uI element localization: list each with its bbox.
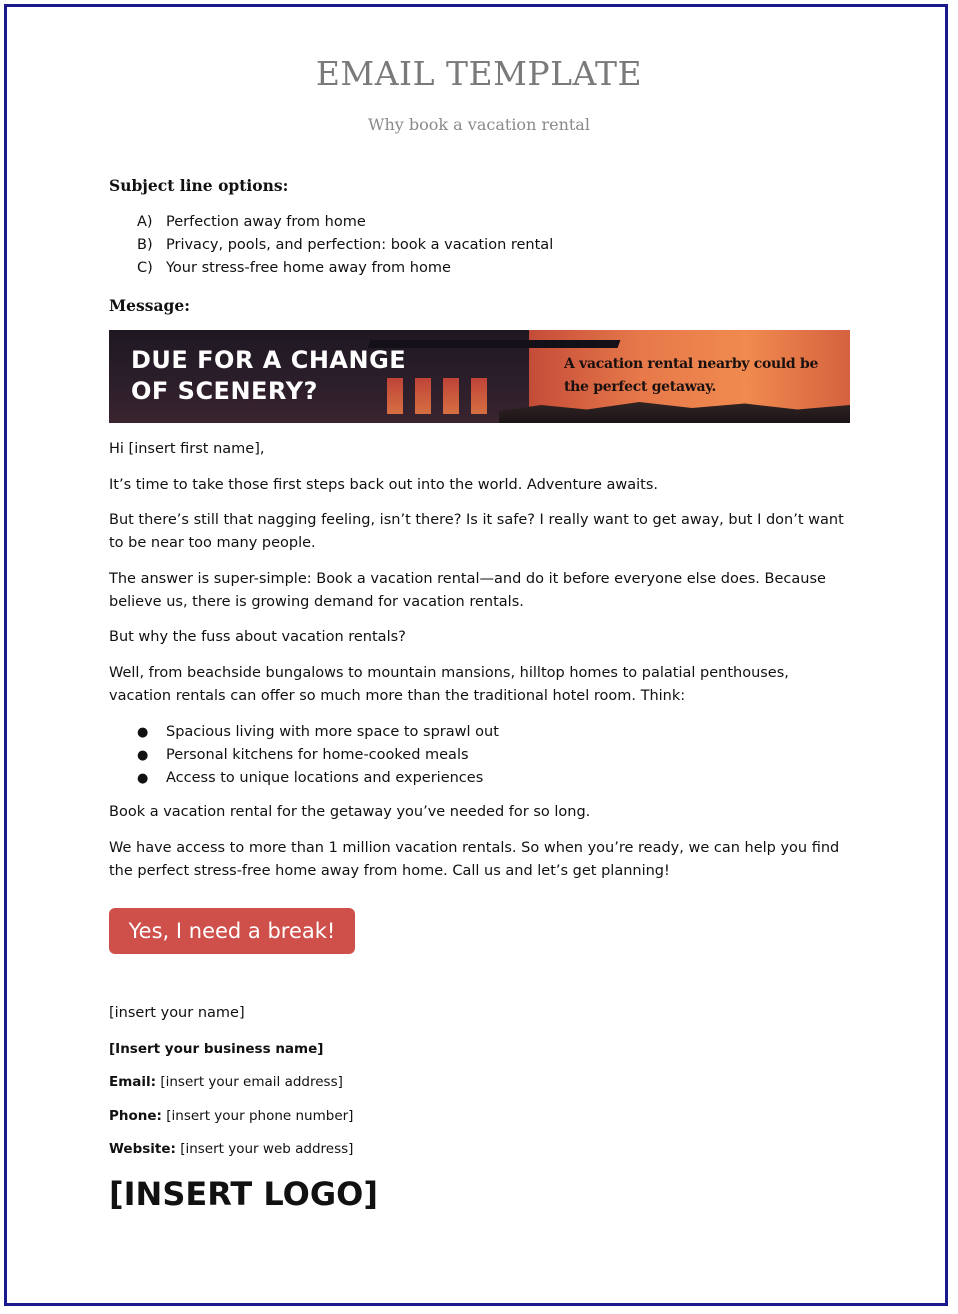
- message-paragraph: The answer is super-simple: Book a vacation rental—and do it before everyone else does. Because believe us, there is growing demand for vacation rentals.: [109, 571, 826, 610]
- banner-tagline: A vacation rental nearby could be the perfect getaway.: [564, 356, 819, 395]
- subject-option-text: Perfection away from home: [166, 214, 366, 230]
- closing-paragraph: Book a vacation rental for the getaway you’ve needed for so long.: [109, 804, 591, 820]
- banner-window: [443, 378, 459, 414]
- signature-website: [109, 1141, 353, 1157]
- signature-website-value: [insert your web address]: [180, 1141, 354, 1157]
- signature-email-label: Email:: [109, 1074, 157, 1090]
- subject-option-text: Your stress-free home away from home: [166, 260, 451, 276]
- page-title: EMAIL TEMPLATE: [315, 54, 643, 93]
- greeting: Hi [insert first name],: [109, 441, 265, 457]
- list-item: [137, 744, 499, 767]
- list-item: [137, 721, 499, 744]
- bullet-icon: ●: [137, 748, 149, 763]
- subject-option-text: Privacy, pools, and perfection: book a vacation rental: [166, 237, 554, 253]
- signature-website-label: Website:: [109, 1141, 176, 1157]
- logo-placeholder: [INSERT LOGO]: [109, 1175, 378, 1213]
- subject-option: [137, 211, 553, 234]
- list-item: [137, 767, 499, 790]
- list-item-text: Access to unique locations and experiences: [166, 770, 484, 786]
- bullet-icon: ●: [137, 771, 149, 786]
- closing-paragraph: We have access to more than 1 million vacation rentals. So when you’re ready, we can help you find the perfect stress-free home away from home. Call us and let’s get planning!: [109, 840, 840, 879]
- subject-heading: Subject line options:: [109, 176, 289, 195]
- hero-banner: [109, 330, 850, 423]
- subject-option: [137, 234, 553, 257]
- message-paragraph: But why the fuss about vacation rentals?: [109, 629, 406, 645]
- banner-headline: [131, 345, 406, 407]
- message-heading: Message:: [109, 296, 190, 315]
- signature-email-value: [insert your email address]: [160, 1074, 343, 1090]
- banner-headline-line2: OF SCENERY?: [131, 377, 318, 405]
- bullet-icon: ●: [137, 725, 149, 740]
- list-marker: B): [137, 237, 153, 253]
- banner-window: [471, 378, 487, 414]
- message-paragraph: Well, from beachside bungalows to mountain mansions, hilltop homes to palatial penthouses, vacation rentals can offer so much more than the traditional hotel room. Think:: [109, 665, 789, 704]
- subject-options-list: [137, 211, 553, 280]
- signature-name: [insert your name]: [109, 1005, 245, 1021]
- subject-option: [137, 257, 553, 280]
- signature-phone-label: Phone:: [109, 1108, 162, 1124]
- list-item-text: Personal kitchens for home-cooked meals: [166, 747, 469, 763]
- message-paragraph: It’s time to take those first steps back out into the world. Adventure awaits.: [109, 477, 659, 493]
- page-subtitle: Why book a vacation rental: [368, 115, 590, 134]
- banner-window: [415, 378, 431, 414]
- list-marker: C): [137, 260, 153, 276]
- list-item-text: Spacious living with more space to sprawl out: [166, 724, 499, 740]
- signature-phone-value: [insert your phone number]: [166, 1108, 354, 1124]
- benefits-list: [137, 721, 499, 790]
- signature-email: [109, 1074, 343, 1090]
- signature-business: [Insert your business name]: [109, 1041, 324, 1057]
- signature-phone: [109, 1108, 353, 1124]
- message-paragraph: But there’s still that nagging feeling, isn’t there? Is it safe? I really want to get away, but I don’t want to be near too many people.: [109, 512, 844, 551]
- banner-headline-line1: DUE FOR A CHANGE: [131, 346, 407, 374]
- list-marker: A): [137, 214, 153, 230]
- cta-button[interactable]: Yes, I need a break!: [109, 908, 355, 954]
